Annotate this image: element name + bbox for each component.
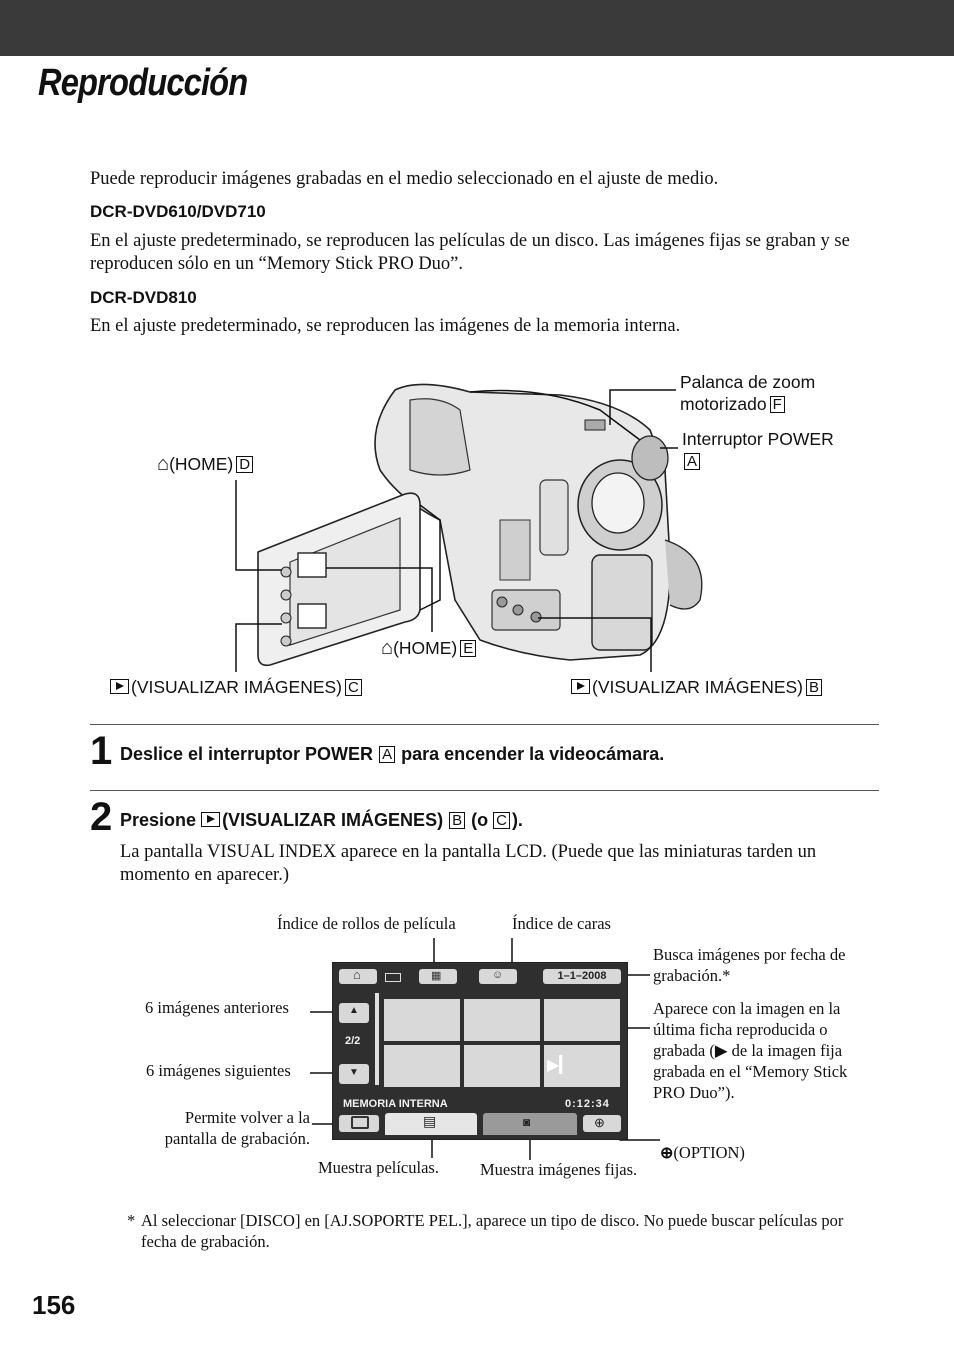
play-icon [201, 812, 220, 827]
show-stills-label: Muestra imágenes fijas. [480, 1160, 638, 1179]
footnote-mark: * [127, 1211, 136, 1230]
stills-tab[interactable] [483, 1113, 577, 1135]
divider [90, 790, 879, 791]
back-to-recording-label: Permite volver a la pantalla de grabación. [164, 1108, 310, 1148]
home-e-label: ⌂(HOME) E [381, 637, 476, 659]
step-2-body: La pantalla VISUAL INDEX aparece en la pantalla LCD. (Puede que las miniaturas tarden un momento en aparecer.) [120, 842, 817, 885]
play-icon [110, 679, 129, 694]
thumbnail[interactable] [544, 1045, 620, 1087]
previous-6-button[interactable] [339, 1003, 369, 1023]
page-title: Reproducción [38, 62, 248, 104]
thumbnail[interactable] [384, 1045, 460, 1087]
home-d-label: ⌂(HOME) D [157, 453, 253, 475]
movies-tab[interactable] [385, 1113, 477, 1135]
option-icon: ⊕ [594, 1115, 605, 1130]
step-1-text: Deslice el interruptor POWER A para encender la videocámara. [120, 744, 665, 764]
thumbnail[interactable] [464, 1045, 540, 1087]
thumbnail[interactable] [464, 999, 540, 1041]
home-icon: ⌂ [353, 967, 361, 982]
header-bar [0, 0, 954, 56]
time-counter: 0:12:34 [565, 1098, 610, 1110]
option-label: ⊕(OPTION) [660, 1143, 745, 1162]
play-icon [571, 679, 590, 694]
date-search-label: Busca imágenes por fecha de grabación.* [653, 945, 846, 985]
power-switch-label: Interruptor POWER A [682, 429, 834, 470]
down-arrow-icon: ▼ [349, 1067, 359, 1078]
film-icon: ▤ [423, 1115, 437, 1130]
model2-heading: DCR-DVD810 [90, 288, 197, 307]
previous-6-label: 6 imágenes anteriores [145, 998, 289, 1017]
footnote-text: Al seleccionar [DISCO] en [AJ.SOPORTE PEL.], aparece un tipo de disco. No puede buscar películas por fecha de grabación. [141, 1211, 844, 1251]
page-indicator: 2/2 [345, 1035, 361, 1047]
show-movies-label: Muestra películas. [318, 1158, 439, 1177]
home-icon: ⌂ [381, 637, 394, 659]
step-2-text: Presione (VISUALIZAR IMÁGENES) B (o C ). [120, 810, 523, 830]
film-icon: ▦ [431, 970, 442, 982]
last-played-icon: ▶▎ [547, 1057, 572, 1074]
divider [90, 724, 879, 725]
step-number: 1 [90, 729, 113, 773]
up-arrow-icon: ▲ [349, 1005, 359, 1016]
model1-heading: DCR-DVD610/DVD710 [90, 202, 266, 221]
camera-icon [351, 1116, 369, 1129]
home-button[interactable] [339, 969, 377, 984]
model2-text: En el ajuste predeterminado, se reproducen las imágenes de la memoria interna. [90, 316, 681, 336]
view-images-c-label: (VISUALIZAR IMÁGENES) C [110, 676, 362, 698]
battery-icon [385, 973, 401, 982]
intro-text: Puede reproducir imágenes grabadas en el medio seleccionado en el ajuste de medio. [90, 169, 719, 189]
next-6-button[interactable] [339, 1064, 369, 1084]
last-image-label: Aparece con la imagen en la última ficha reproducida o grabada (▶ de la imagen fija grabada en el “Memory Stick PRO Duo”). [653, 999, 848, 1102]
visual-index-screen [332, 962, 628, 1140]
home-icon: ⌂ [157, 453, 170, 475]
face-icon: ☺ [492, 969, 504, 981]
scrollbar[interactable] [375, 993, 379, 1085]
next-6-label: 6 imágenes siguientes [146, 1061, 291, 1080]
option-button[interactable] [583, 1115, 621, 1132]
film-roll-index-button[interactable] [419, 969, 457, 984]
date-search-button[interactable]: 1–1–2008 [543, 969, 621, 984]
view-images-b-label: (VISUALIZAR IMÁGENES) B [571, 676, 822, 698]
thumbnail[interactable] [384, 999, 460, 1041]
face-index-button[interactable] [479, 969, 517, 984]
option-icon: ⊕ [660, 1145, 674, 1162]
camera-icon: ◙ [523, 1115, 531, 1129]
back-to-recording-button[interactable] [339, 1115, 379, 1132]
zoom-lever-label: Palanca de zoom motorizado F [680, 372, 816, 414]
thumbnail[interactable] [544, 999, 620, 1041]
media-label: MEMORIA INTERNA [343, 1098, 448, 1110]
model1-text: En el ajuste predeterminado, se reproducen las películas de un disco. Las imágenes fijas se graban y se reproducen sólo en un “Memory Stick PRO Duo”. [90, 231, 850, 274]
film-roll-index-label: Índice de rollos de película [277, 914, 456, 933]
step-number: 2 [90, 795, 113, 839]
page-number: 156 [32, 1290, 76, 1320]
face-index-label: Índice de caras [512, 914, 611, 933]
